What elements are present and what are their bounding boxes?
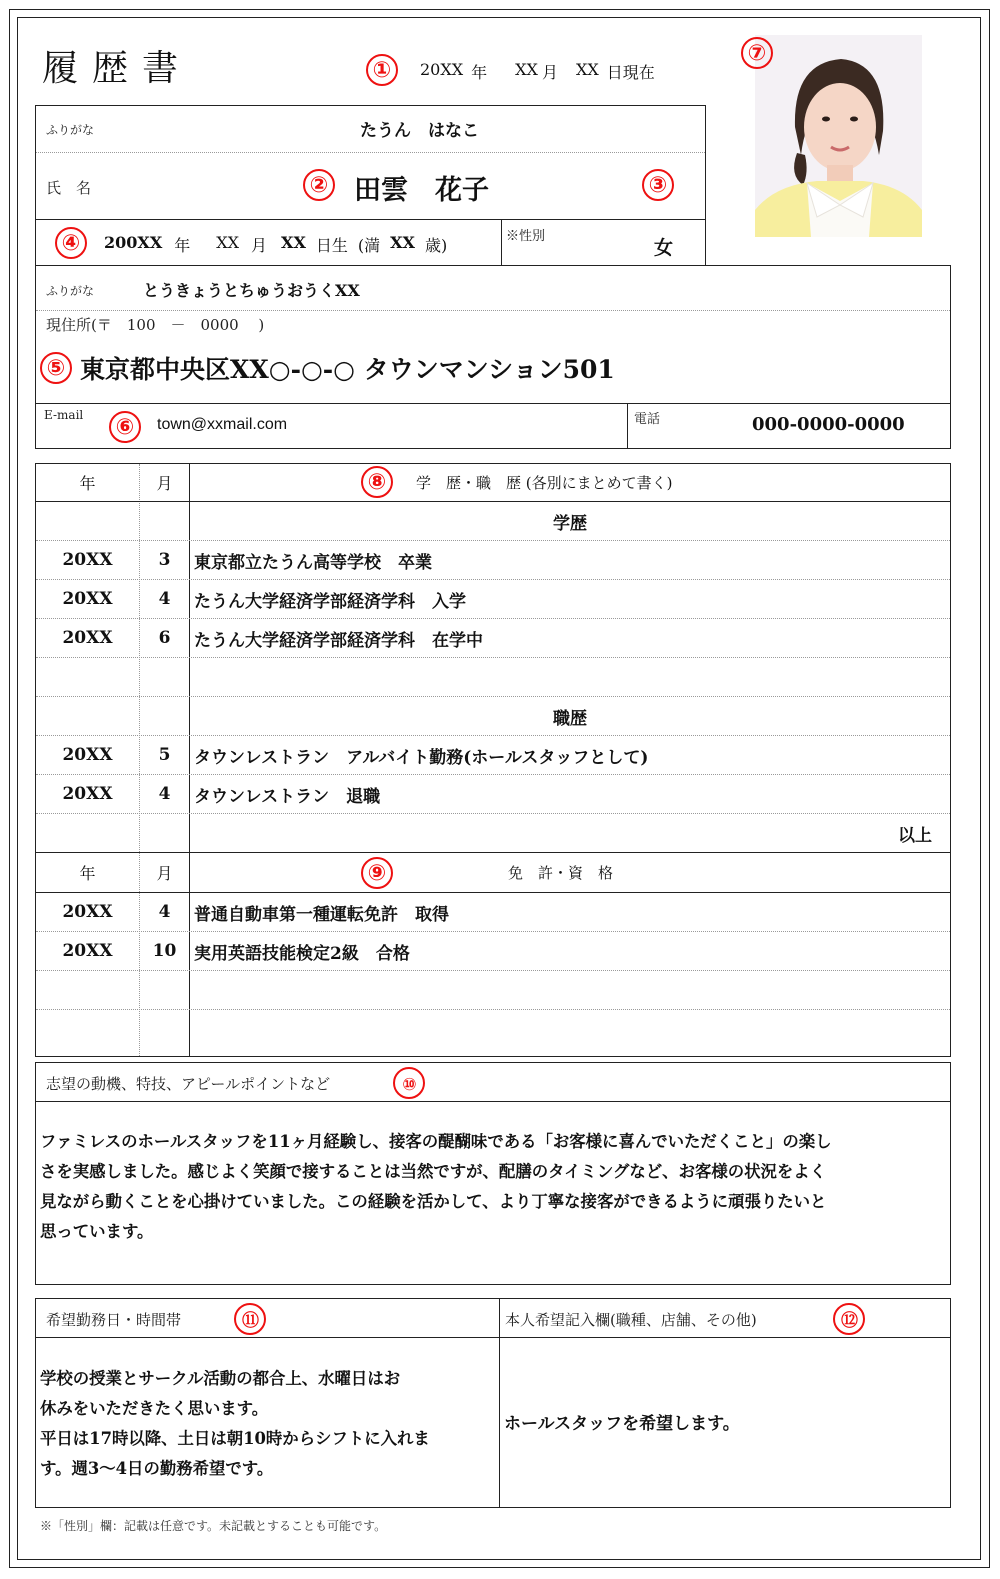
email-value[interactable]: town@xxmail.com: [157, 416, 288, 433]
license-row-1-content: 実用英語技能検定2級 合格: [194, 943, 410, 964]
license-row-0-content: 普通自動車第一種運転免許 取得: [194, 904, 449, 925]
furigana-label: ふりがな: [46, 123, 95, 137]
history-row-8-year: [36, 814, 139, 852]
age-unit: 歳): [424, 236, 448, 255]
history-row-7-content: タウンレストラン 退職: [194, 786, 381, 807]
history-section-work: 職歴: [553, 708, 587, 729]
history-row-2-content: たうん大学経済学部経済学科 入学: [194, 591, 466, 612]
license-row-1-month: 10: [152, 941, 177, 961]
date-day: XX: [575, 60, 599, 79]
marker-10-text: ⑩: [402, 1075, 416, 1094]
history-row-4-month: [140, 658, 189, 696]
address-furigana-label: ふりがな: [46, 284, 95, 298]
birth-year: 200XX: [104, 233, 163, 252]
marker-8: ⑧: [361, 466, 393, 498]
address-furigana-value[interactable]: とうきょうとちゅうおうくXX: [143, 281, 360, 300]
history-row-2-month: 4: [158, 589, 171, 609]
history-row-2-year: 20XX: [62, 589, 113, 609]
date-day-unit: 日現在: [606, 63, 655, 82]
history-row-3-month: 6: [158, 628, 171, 648]
history-row-5-month: [140, 697, 189, 735]
gender-label: ※性別: [506, 229, 546, 244]
marker-4: ④: [55, 227, 87, 259]
address-label: 現住所(〒 100 － 0000 ): [46, 316, 265, 334]
marker-11: [234, 1303, 266, 1335]
license-row-0-year: 20XX: [62, 902, 113, 922]
marker-10: [393, 1067, 425, 1099]
furigana-divider: [36, 152, 705, 153]
history-row-0-month: [140, 502, 189, 540]
name-divider: [36, 219, 705, 220]
gender-value[interactable]: 女: [654, 237, 674, 259]
history-row-0-year: [36, 502, 139, 540]
marker-6: ⑥: [109, 411, 141, 443]
contact-divider: [36, 403, 950, 404]
address-value[interactable]: 東京都中央区XX○-○-○ タウンマンション501: [80, 355, 615, 384]
address-furigana-divider: [36, 310, 950, 311]
email-label: E-mail: [44, 408, 84, 422]
age-prefix: (満: [357, 236, 381, 255]
license-row-1-year: 20XX: [62, 941, 113, 961]
marker-11-text: ⑪: [242, 1311, 258, 1330]
date-year-unit: 年: [471, 63, 488, 82]
motivation-line-4: 思っています。: [40, 1222, 154, 1241]
birth-month-unit: 月: [251, 236, 268, 255]
marker-7: ⑦: [741, 37, 773, 69]
marker-12-text: ⑫: [841, 1311, 857, 1330]
history-row-1-content: 東京都立たうん高等学校 卒業: [194, 552, 432, 573]
gender-divider: [501, 220, 502, 265]
marker-12: [833, 1303, 865, 1335]
gender-footnote: ※「性別」欄：記載は任意です。未記載とすることも可能です。: [40, 1519, 387, 1533]
phone-value[interactable]: 000-0000-0000: [752, 414, 905, 435]
schedule-line-3: 平日は17時以降、土日は朝10時からシフトに入れま: [40, 1429, 430, 1448]
motivation-line-3: 見ながら動くことを心掛けていました。この経験を活かして、より丁寧な接客ができるように頑張りたいと: [40, 1192, 827, 1211]
history-row-6-year: 20XX: [62, 745, 113, 765]
license-row-3-year: [36, 1010, 139, 1056]
license-row-2-year: [36, 971, 139, 1009]
date-month-unit: 月: [541, 63, 558, 82]
license-row-0-month: 4: [158, 902, 171, 922]
license-row-2-month: [140, 971, 189, 1009]
history-row-7-month: 4: [158, 784, 171, 804]
birth-month: XX: [216, 233, 240, 252]
preferences-header-divider: [36, 1337, 950, 1338]
history-section-education: 学歴: [553, 513, 587, 534]
history-end-marker: 以上: [898, 825, 932, 846]
motivation-line-1: ファミレスのホールスタッフを11ヶ月経験し、接客の醍醐味である「お客様に喜んでいただくこと」の楽し: [40, 1132, 832, 1151]
license-row-3-content: [194, 1010, 944, 1056]
history-row-4-content: [194, 658, 944, 696]
license-row-2-content: [194, 971, 944, 1009]
schedule-line-1: 学校の授業とサークル活動の都合上、水曜日はお: [40, 1369, 401, 1388]
marker-3: ③: [642, 169, 674, 201]
name-label: 氏 名: [46, 179, 92, 197]
history-row-3-content: たうん大学経済学部経済学科 在学中: [194, 630, 483, 651]
licenses-col-month: 月: [156, 864, 173, 883]
schedule-line-2: 休みをいただきたく思います。: [40, 1399, 269, 1418]
date-month: XX: [515, 60, 538, 79]
birth-date[interactable]: [104, 233, 447, 256]
motivation-text[interactable]: [40, 1127, 945, 1247]
request-label: 本人希望記入欄(職種、店舗、その他): [505, 1311, 757, 1329]
history-row-5-year: [36, 697, 139, 735]
furigana-value[interactable]: たうん はなこ: [360, 121, 479, 141]
document-title: 履歴書: [42, 48, 193, 89]
licenses-month-content-divider: [189, 853, 190, 1056]
portrait-icon: [755, 35, 922, 237]
history-row-4-year: [36, 658, 139, 696]
license-row-3-month: [140, 1010, 189, 1056]
phone-label: 電話: [634, 412, 661, 427]
marker-9: ⑨: [361, 857, 393, 889]
motivation-label: 志望の動機、特技、アピールポイントなど: [46, 1075, 331, 1093]
history-row-1-month: 3: [158, 550, 171, 570]
history-col-month: 月: [156, 474, 173, 493]
date-year: 20XX: [420, 60, 464, 79]
birth-year-unit: 年: [174, 236, 191, 255]
motivation-line-2: さを実感しました。感じよく笑顔で接することは当然ですが、配膳のタイミングなど、お客様の状況をよく: [40, 1162, 827, 1181]
history-row-6-content: タウンレストラン アルバイト勤務(ホールスタッフとして): [194, 747, 649, 768]
name-value[interactable]: 田雲 花子: [354, 175, 489, 206]
history-row-1-year: 20XX: [62, 550, 113, 570]
date-line: [420, 60, 655, 83]
preferences-column-divider: [499, 1299, 500, 1507]
motivation-header-divider: [36, 1101, 950, 1102]
request-value[interactable]: ホールスタッフを希望します。: [504, 1414, 740, 1434]
history-col-content: 学 歴・職 歴 (各別にまとめて書く): [416, 474, 673, 492]
history-row-3-year: 20XX: [62, 628, 113, 648]
phone-divider: [627, 404, 628, 448]
licenses-col-year: 年: [79, 864, 96, 883]
marker-1: ①: [366, 54, 398, 86]
history-row-6-month: 5: [158, 745, 171, 765]
id-photo: [755, 35, 922, 237]
history-col-year: 年: [79, 474, 96, 493]
birth-day-unit: 日生: [315, 236, 348, 255]
licenses-col-content: 免 許・資 格: [508, 864, 614, 882]
history-row-7-year: 20XX: [62, 784, 113, 804]
schedule-text[interactable]: [40, 1364, 498, 1484]
birth-day: XX: [281, 233, 306, 252]
history-row-8-month: [140, 814, 189, 852]
age-value: XX: [390, 233, 415, 252]
marker-2: ②: [303, 169, 335, 201]
schedule-line-4: す。週3～4日の勤務希望です。: [40, 1459, 274, 1478]
marker-5: ⑤: [40, 352, 72, 384]
schedule-label: 希望勤務日・時間帯: [46, 1311, 182, 1329]
